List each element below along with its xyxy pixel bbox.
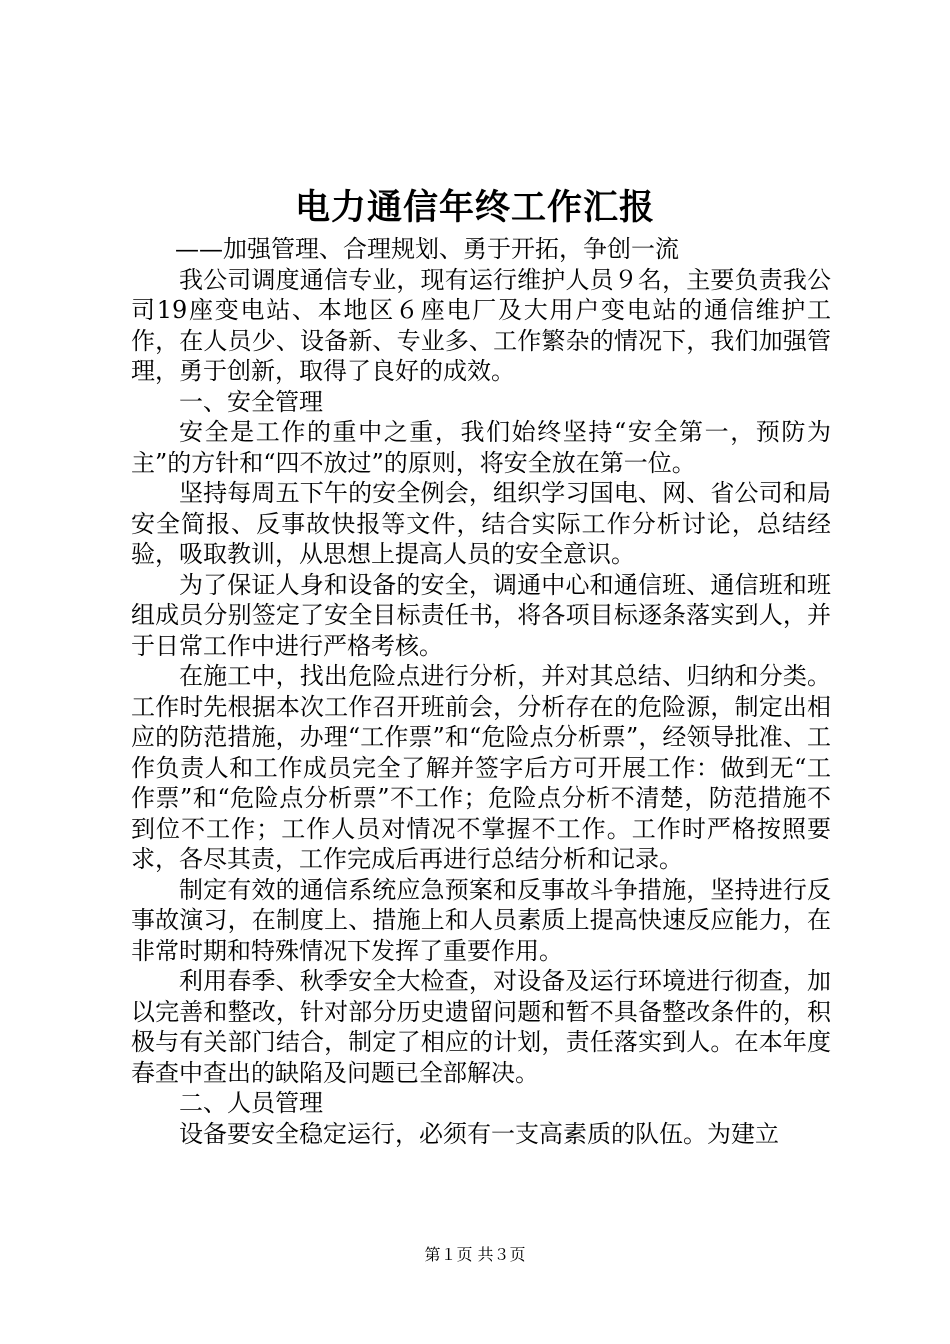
page-footer: 第１页 共３页 [424, 1245, 526, 1264]
section-heading-safety: 一、安全管理 [179, 387, 323, 416]
document-title: 电力通信年终工作汇报 [294, 187, 655, 228]
intro-paragraph: 我公司调度通信专业，现有运行维护人员９名，主要负责我公司19座变电站、本地区６座电厂及大用户变电站的通信维护工作，在人员少、设备新、专业多、工作繁杂的情况下，我们加强管理，勇于创新，取得了良好的成效。 [131, 265, 831, 385]
document-subtitle: ——加强管理、合理规划、勇于开拓，争创一流 [175, 235, 679, 263]
body-paragraph: 制定有效的通信系统应急预案和反事故斗争措施，坚持进行反事故演习，在制度上、措施上和人员素质上提高快速反应能力，在非常时期和特殊情况下发挥了重要作用。 [131, 875, 831, 965]
body-paragraph: 在施工中，找出危险点进行分析，并对其总结、归纳和分类。工作时先根据本次工作召开班前会，分析存在的危险源，制定出相应的防范措施，办理“工作票”和“危险点分析票”，经领导批准、工作负责人和工作成员完全了解并签字后方可开展工作：做到无“工作票”和“危险点分析票”不工作；危险点分析不清楚，防范措施不到位不工作；工作人员对情况不掌握不工作。工作时严格按照要求，各尽其责，工作完成后再进行总结分析和记录。 [131, 662, 831, 873]
section-heading-personnel: 二、人员管理 [179, 1089, 323, 1117]
body-paragraph: 安全是工作的重中之重，我们始终坚持“安全第一，预防为主”的方针和“四不放过”的原则，将安全放在第一位。 [131, 418, 831, 477]
body-paragraph: 设备要安全稳定运行，必须有一支高素质的队伍。为建立 [179, 1119, 779, 1148]
body-paragraph: 利用春季、秋季安全大检查，对设备及运行环境进行彻查，加以完善和整改，针对部分历史遗留问题和暂不具备整改条件的，积极与有关部门结合，制定了相应的计划，责任落实到人。在本年度春查中查出的缺陷及问题已全部解决。 [131, 967, 831, 1087]
body-paragraph: 坚持每周五下午的安全例会，组织学习国电、网、省公司和局安全简报、反事故快报等文件，结合实际工作分析讨论，总结经验，吸取教训，从思想上提高人员的安全意识。 [131, 479, 831, 568]
body-paragraph: 为了保证人身和设备的安全，调通中心和通信班、通信班和班组成员分别签定了安全目标责任书，将各项目标逐条落实到人，并于日常工作中进行严格考核。 [131, 570, 831, 660]
document-body [131, 234, 831, 1149]
